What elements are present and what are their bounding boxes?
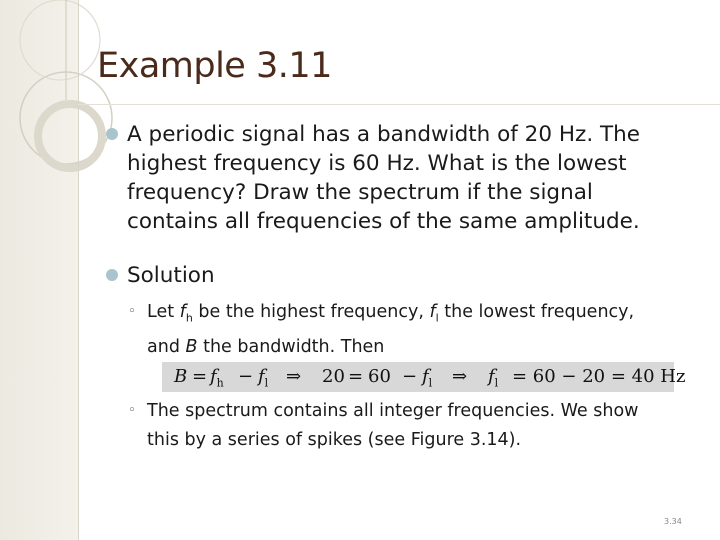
bullet-text	[127, 120, 640, 236]
eq-sub-h: h	[216, 376, 224, 390]
eq-twenty: 20	[322, 366, 345, 387]
text-and: and	[147, 336, 186, 357]
eq-f: f	[258, 366, 265, 387]
sub-bullet-icon: ◦	[128, 403, 136, 418]
bullet-icon	[106, 269, 118, 281]
bullet-line: contains all frequencies of the same amplitude.	[127, 209, 640, 234]
text-mid1: be the highest frequency,	[192, 302, 430, 322]
subscript-l: l	[435, 311, 439, 325]
slide-title: Example 3.11	[97, 46, 332, 86]
sub-bullet-icon: ◦	[128, 304, 136, 319]
eq-sub-l: l	[428, 376, 433, 390]
text-let: Let	[147, 302, 175, 322]
bullet-line: frequency? Draw the spectrum if the signal	[127, 180, 593, 205]
eq-B: B	[174, 366, 188, 387]
bullet-line: highest frequency is 60 Hz. What is the lowest	[127, 151, 627, 176]
eq-f: f	[422, 366, 429, 387]
var-f: f	[429, 302, 436, 322]
title-underline	[78, 104, 720, 105]
eq-sub-l: l	[494, 376, 499, 390]
eq-f: f	[210, 366, 217, 387]
sub-bullet-line: this by a series of spikes (see Figure 3.14).	[147, 430, 522, 450]
eq-minus: −	[238, 366, 254, 387]
band-divider	[78, 0, 79, 540]
equation	[162, 362, 686, 392]
eq-sub-l: l	[264, 376, 269, 390]
eq-equals: =	[348, 366, 364, 387]
bullet-solution: Solution	[127, 263, 215, 288]
var-f: f	[179, 302, 186, 322]
eq-minus: −	[402, 366, 418, 387]
decorative-circles	[0, 0, 120, 260]
bullet-icon	[106, 128, 118, 140]
sub-bullet-line	[147, 333, 634, 362]
implies-icon: ⇒	[452, 366, 468, 387]
eq-f: f	[488, 366, 495, 387]
implies-icon: ⇒	[286, 366, 302, 387]
eq-equals: =	[192, 366, 208, 387]
bullet-line: A periodic signal has a bandwidth of 20 Hz. The	[127, 122, 640, 147]
eq-sixty: 60	[368, 366, 391, 387]
sub-bullet-line: The spectrum contains all integer frequencies. We show	[147, 401, 639, 421]
eq-result: = 60 − 20 = 40 Hz	[512, 366, 686, 387]
equation-box	[162, 362, 686, 392]
text-bandwidth: the bandwidth. Then	[197, 336, 385, 357]
sub-bullet-line	[147, 298, 634, 333]
var-B: B	[185, 336, 198, 357]
sub-bullet-text	[147, 298, 634, 362]
text-mid2: the lowest frequency,	[438, 302, 635, 322]
sub-bullet-text	[147, 397, 638, 455]
page-number: 3.34	[664, 517, 682, 526]
subscript-h: h	[185, 311, 193, 325]
